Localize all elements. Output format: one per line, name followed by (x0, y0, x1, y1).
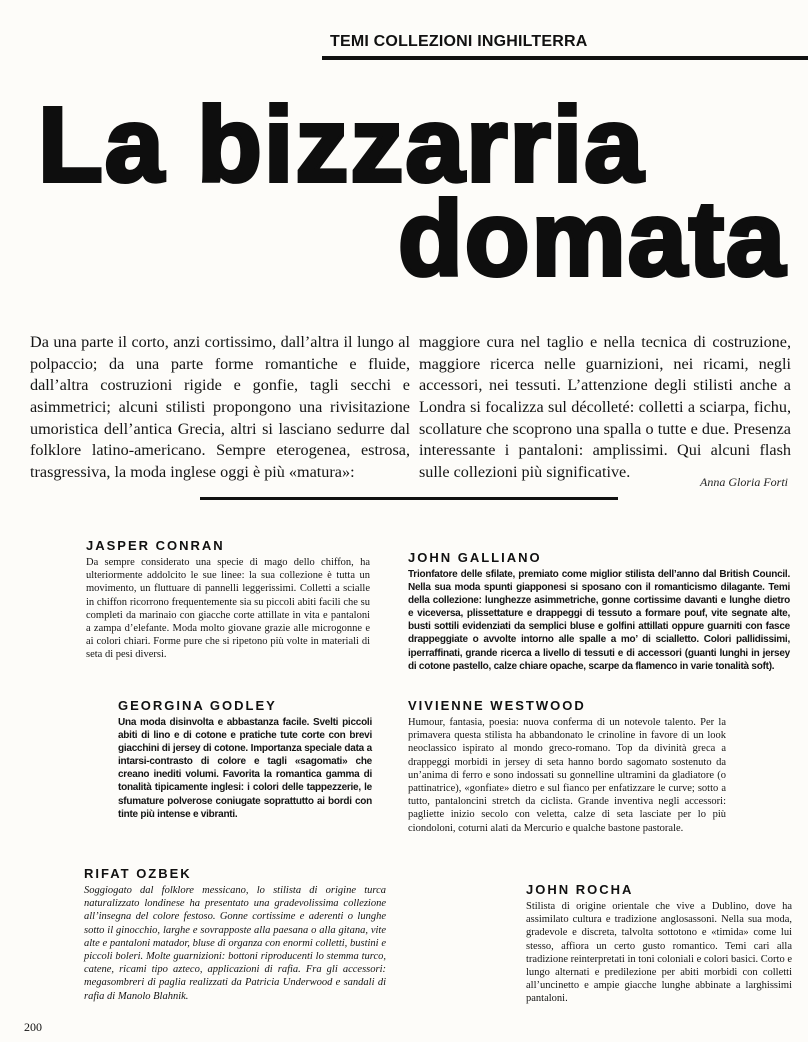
designer-georgina-godley (118, 698, 372, 821)
designer-name: JOHN ROCHA (526, 882, 634, 897)
designer-text: Trionfatore delle sfilate, premiato come miglior stilista dell’anno dal British Council. Nella sua moda spunti giapponesi si sposano con il romanticismo dilagante. Temi della collezione: lunghezze asimmetriche, gonne cortissime davanti e lunghe dietro e viceversa, plissettature e drappeggi di tessuto a formare pouf, vite segnate alte, busti sottili evidenziati da semplici bluse e golfini attillati oppure guarniti con fasce drappeggiate o avvolte intorno alle spalle a mo’ di scialletto. Colori pallidissimi, iperraffinati, grande ricerca a livello di tessuti e di accessori (guanti lunghi in jersey di cotone pastello, calze chiare opache, scarpe da flamenco in varie tonalità soft). (408, 569, 790, 672)
designer-text: Una moda disinvolta e abbastanza facile. Svelti piccoli abiti di lino e di cotone e pratiche tute corte con brevi giacchini di jersey di cotone. Importanza speciale data a intarsi-contrasto di colore e tagli «sagomati» che creano inediti volumi. Favorita la romantica gamma di tonalità tipicamente inglesi: i colori delle tappezzerie, le sfumature polverose coniugate soprattutto ai bordi con tinte più intense e vibranti. (118, 717, 372, 820)
header-rule (322, 56, 808, 60)
page-number: 200 (24, 1020, 42, 1034)
designer-jasper-conran (86, 538, 370, 662)
designer-rifat-ozbek (84, 866, 386, 1003)
designer-john-galliano (408, 550, 790, 673)
byline: Anna Gloria Forti (699, 475, 788, 489)
headline-line-2: domata (398, 180, 787, 298)
designer-text: Stilista di origine orientale che vive a Dublino, dove ha assimilato cultura e tradizione anglosassoni. Nella sua moda, gradevole e discreta, talvolta sottotono e «timida» come lui stesso, affiora un certo gusto romantico. Temi cari alla tradizione reinterpretati in toni coloniali e colori basici. Corto e lungo alternati e predilezione per abiti morbidi con colletti all’uncinetto e ampie giacche lunghe abbinate a larghissimi pantaloni. (526, 901, 792, 1005)
intro-right-column: maggiore cura nel taglio e nella tecnica di costruzione, maggiore ricerca nelle guarnizioni, nei ricami, negli accessori, nei tessuti. L’attenzione degli stilisti anche a Londra si focalizza sul décolleté: colletti a sciarpa, fichu, scollature che scoprono una spalla o tutte e due. Presenza interessante i pantaloni: amplissimi. Qui alcuni flash sulle collezioni più significative. (419, 333, 791, 481)
designer-text: Soggiogato dal folklore messicano, lo stilista di origine turca naturalizzato londinese ha presentato una gradevolissima collezione all’insegna del colore festoso. Gonne cortissime e aderenti o lunghe sotto il ginocchio, larghe e sovrapposte alla paesana o alla gitana, vite alte e pantaloni matador, bluse di organza con enormi colletti, bustini e piccoli boleri. Molte guarnizioni: bottoni riproducenti lo stemma turco, catene, ricami tipo azteco, applicazioni di rafia. Fra gli accessori: megasombreri di paglia realizzati da Patricia Underwood e sandali di rafia di Manolo Blahnik. (84, 885, 386, 1002)
intro-left-column: Da una parte il corto, anzi cortissimo, dall’altra il lungo al polpaccio; da una parte forme romantiche e fluide, dall’altra costruzioni rigide e gonfie, tagli secchi e asimmetrici; alcuni stilisti propongono una rivisitazione umoristica dell’antica Grecia, altri si lasciano sedurre dal folklore latino-americano. Sempre eterogenea, estrosa, trasgressiva, la moda inglese oggi è più «matura»: (30, 333, 410, 481)
designer-name: JASPER CONRAN (86, 538, 225, 553)
designer-text: Da sempre considerato una specie di mago dello chiffon, ha ulteriormente addolcito le sue linee: la sua collezione è tutta un movimento, un fluttuare di pannelli leggerissimi. Colletti a scialle in chiffon ricorrono frequentemente sia su piccoli abiti facili che su completi da marinaio con giacche corte attillate in vita e pantaloni a zampa d’elefante. Moda molto giovane grazie alle microgonne e ai colori chiari. Forme pure che si ripetono più volte in materiali di seta di pesi diversi. (86, 557, 370, 661)
section-divider (200, 497, 618, 500)
headline-line-1: La bizzarria (38, 86, 646, 204)
section-kicker: TEMI COLLEZIONI INGHILTERRA (330, 33, 588, 50)
designer-john-rocha (526, 882, 792, 1006)
designer-name: JOHN GALLIANO (408, 550, 542, 565)
designer-name: GEORGINA GODLEY (118, 698, 277, 713)
designer-name: VIVIENNE WESTWOOD (408, 698, 586, 713)
designer-text: Humour, fantasia, poesia: nuova conferma di un notevole talento. Per la primavera questa stilista ha abbandonato le crinoline in favore di un look neoclassico ispirato al mondo greco-romano. Top da divinità greca a drappeggi morbidi in jersey di seta hanno bordo sagomato sostenuto da un’anima di ferro e sono indossati su gonnelline ultramini da gladiatore (o pattinatrice), «gonfiate» dietro e sul fianco per enfatizzare le curve; sotto a tutto, pantaloncini stretch da ciclista. Grande inventiva negli accessori: pagliette inizio secolo con veletta, calze di seta lasciate per lo più ciondoloni, coturni alati da Mercurio e qualche bastone pastorale. (408, 717, 726, 834)
designer-name: RIFAT OZBEK (84, 866, 192, 881)
designer-vivienne-westwood (408, 698, 726, 835)
